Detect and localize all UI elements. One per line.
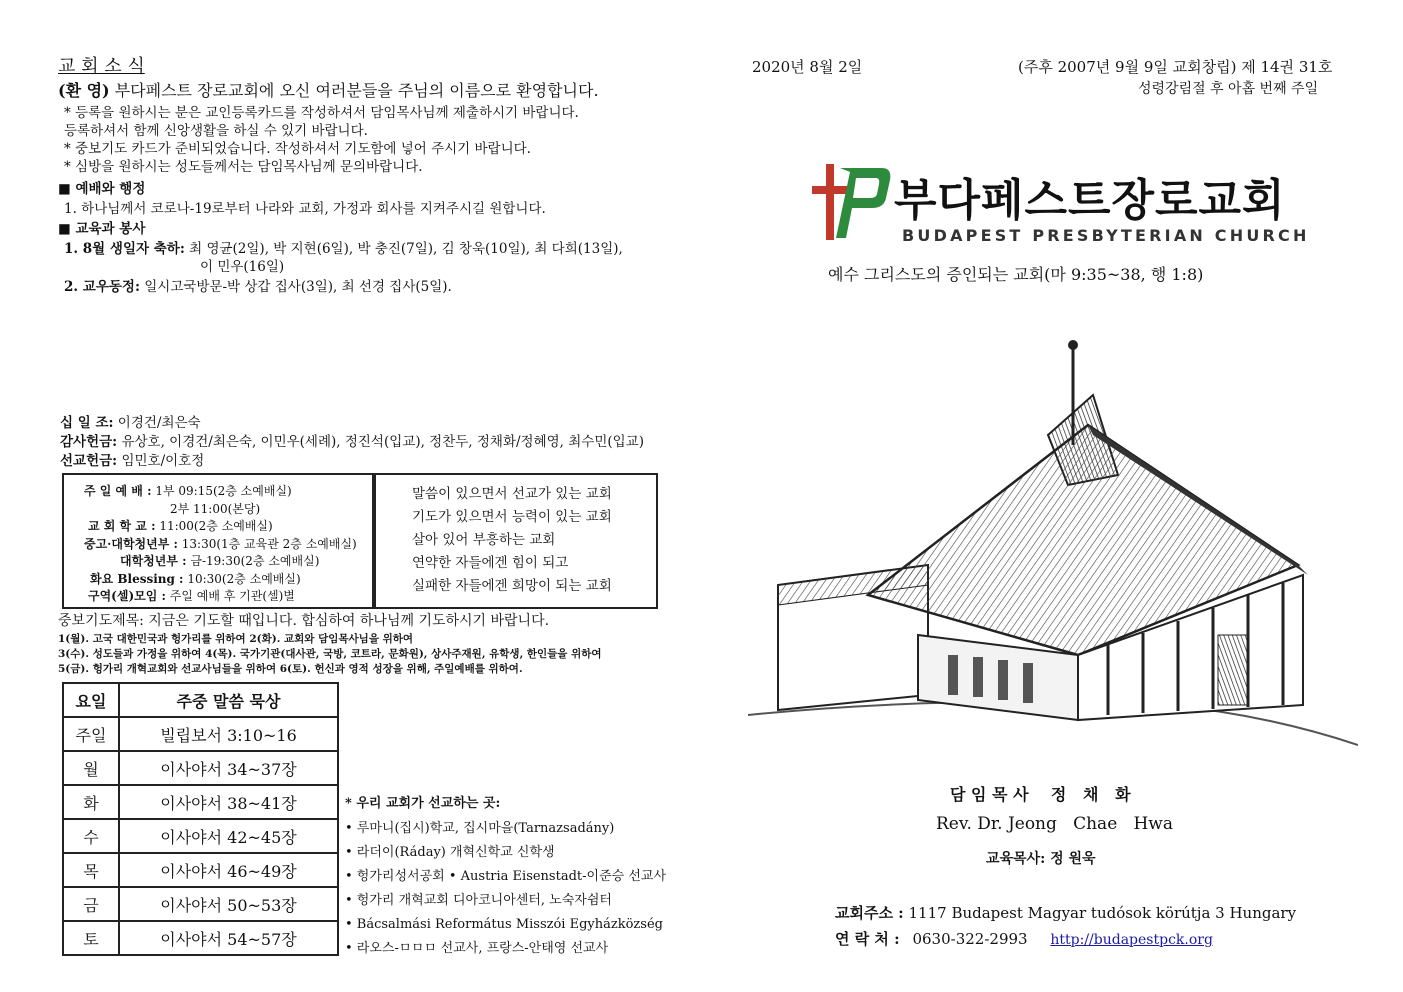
mission-item: • 라오스-ㅁㅁㅁ 선교사, 프랑스-안태영 선교사 — [345, 941, 609, 956]
table-row — [63, 785, 338, 819]
table-row — [63, 887, 338, 921]
table-row — [63, 921, 338, 955]
website-link[interactable]: http://budapestpck.org — [1050, 932, 1213, 948]
schedule-label: 대학청년부 : — [120, 554, 187, 568]
schedule-label: 구역(셀)모임 : — [88, 589, 166, 603]
schedule-text: 11:00(2층 소예배실) — [155, 519, 273, 533]
news-line — [64, 278, 452, 296]
schedule-row — [84, 536, 357, 554]
day-cell: 화 — [63, 785, 119, 819]
vision-line: 연약한 자들에겐 힘이 되고 — [412, 555, 569, 571]
contact-line — [835, 930, 1213, 949]
schedule-text: 금-19:30(2층 소예배실) — [186, 554, 320, 568]
contact-label: 연 락 처 : — [835, 930, 900, 948]
prayer-list — [58, 632, 602, 677]
schedule-label: 화요 Blessing : — [90, 571, 184, 586]
prayer-title: 중보기도제목: 지금은 기도할 때입니다. 합심하여 하나님께 기도하시기 바랍니다. — [58, 613, 550, 629]
table-row — [63, 717, 338, 751]
reading-cell: 이사야서 54~57장 — [119, 921, 338, 955]
mission-offering-line — [60, 452, 204, 470]
reading-cell: 이사야서 38~41장 — [119, 785, 338, 819]
list-item: * 등록을 원하시는 분은 교인등록카드를 작성하셔서 담임목사님께 제출하시기 바랍니다. — [64, 105, 579, 121]
table-row — [63, 819, 338, 853]
reading-cell: 빌립보서 3:10~16 — [119, 717, 338, 751]
mission-offering-text: 임민호/이호정 — [117, 453, 205, 469]
mission-item: • 라더이(Ráday) 개혁신학교 신학생 — [345, 845, 555, 860]
welcome-tag: (환 영) — [58, 81, 110, 100]
mission-item: • 헝가리 개혁교회 디아코니아센터, 노숙자쉼터 — [345, 893, 612, 908]
schedule-row — [84, 588, 357, 606]
list-item: * 심방을 원하시는 성도들께서는 담임목사님께 문의바랍니다. — [64, 159, 423, 175]
schedule-text: 주일 예배 후 기관(셀)별 — [165, 589, 295, 603]
vision-line: 기도가 있으면서 능력이 있는 교회 — [412, 509, 612, 525]
volume-info: (주후 2007년 9월 9일 교회창립) 제 14권 31호 — [1018, 58, 1333, 76]
list-item: 등록하셔서 함께 신앙생활을 하실 수 있기 바랍니다. — [64, 123, 368, 139]
worship-heading: ■ 예배와 행정 — [58, 181, 146, 197]
day-cell: 목 — [63, 853, 119, 887]
schedule-row — [84, 553, 357, 571]
schedule-list — [84, 483, 357, 606]
welcome-line — [58, 82, 599, 100]
schedule-text: 2부 11:00(본당) — [170, 501, 261, 516]
thanks-line — [60, 433, 644, 451]
meditation-table — [62, 682, 339, 956]
vision-line: 실패한 자들에겐 희망이 되는 교회 — [412, 578, 612, 594]
birthday-text: 최 영균(2일), 박 지현(6일), 박 충진(7일), 김 창욱(10일), 최 다희(13일), — [184, 241, 623, 257]
vision-box — [374, 473, 658, 609]
table-row — [63, 853, 338, 887]
mission-item: • 헝가리성서공회 • Austria Eisenstadt-이준승 선교사 — [345, 869, 666, 884]
table-row — [63, 751, 338, 785]
church-name-korean: 부다페스트장로교회 — [894, 175, 1286, 226]
prayer-line: 5(금). 헝가리 개혁교회와 선교사님들을 위하여 6(토). 헌신과 영적 성장을 위해, 주일예배를 위하여. — [58, 663, 523, 675]
schedule-row — [84, 571, 357, 589]
day-cell: 금 — [63, 887, 119, 921]
day-cell: 토 — [63, 921, 119, 955]
list-item: * 중보기도 카드가 준비되었습니다. 작성하셔서 기도함에 넣어 주시기 바랍니다. — [64, 141, 531, 157]
birthday-cont: 이 민우(16일) — [200, 259, 285, 275]
tithe-line — [60, 414, 201, 432]
bulletin-date: 2020년 8월 2일 — [752, 58, 863, 76]
edu-heading: ■ 교육과 봉사 — [58, 221, 146, 237]
birthday-line — [64, 240, 623, 258]
church-logo-icon — [812, 162, 892, 242]
schedule-row — [84, 483, 357, 501]
schedule-label: 주 일 예 배 : — [84, 484, 152, 498]
prayer-line: 1(월). 고국 대한민국과 헝가리를 위하여 2(화). 교회와 담임목사님을 위하여 — [58, 633, 414, 645]
thanks-text: 유상호, 이경건/최은숙, 이민우(세례), 정진석(입교), 정찬두, 정채화/정혜영, 최수민(입교) — [117, 434, 644, 450]
table-header: 주중 말씀 묵상 — [119, 683, 338, 717]
schedule-text: 13:30(1층 교육관 2층 소예배실) — [177, 536, 357, 551]
address-label: 교회주소 : — [835, 904, 904, 922]
day-cell: 수 — [63, 819, 119, 853]
news-text: 일시고국방문-박 상갑 집사(3일), 최 선경 집사(5일). — [139, 279, 452, 295]
church-building-illustration — [748, 335, 1358, 755]
day-cell: 월 — [63, 751, 119, 785]
schedule-box — [62, 473, 374, 609]
mission-item: • 루마니(집시)학교, 집시마을(Tarnazsadány) — [345, 821, 615, 836]
worship-item: 1. 하나님께서 코로나-19로부터 나라와 교회, 가정과 회사를 지켜주시길 원합니다. — [64, 201, 546, 217]
mission-offering-label: 선교헌금: — [60, 453, 118, 469]
reading-cell: 이사야서 46~49장 — [119, 853, 338, 887]
address-text: 1117 Budapest Magyar tudósok körútja 3 Hungary — [908, 904, 1297, 922]
schedule-row — [84, 518, 357, 536]
reading-cell: 이사야서 50~53장 — [119, 887, 338, 921]
address-line — [835, 904, 1296, 922]
phone-number: 0630-322-2993 — [912, 930, 1028, 948]
vision-line: 말씀이 있으면서 선교가 있는 교회 — [412, 486, 612, 502]
thanks-label: 감사헌금: — [60, 434, 118, 450]
reading-cell: 이사야서 42~45장 — [119, 819, 338, 853]
church-name-english: BUDAPEST PRESBYTERIAN CHURCH — [902, 226, 1310, 245]
liturgical-week: 성령강림절 후 아홉 번째 주일 — [1138, 81, 1319, 97]
welcome-text: 부다페스트 장로교회에 오신 여러분들을 주님의 이름으로 환영합니다. — [114, 81, 599, 100]
missions-list — [345, 817, 666, 961]
church-motto: 예수 그리스도의 증인되는 교회(마 9:35~38, 행 1:8) — [828, 265, 1204, 284]
welcome-list — [64, 104, 579, 176]
prayer-line: 3(수). 성도들과 가정을 위하여 4(목). 국가기관(대사관, 국방, 코트라, 문화원), 상사주재원, 유학생, 한인들을 위하여 — [58, 648, 602, 660]
birthday-label: 1. 8월 생일자 축하: — [64, 241, 185, 257]
schedule-text: 10:30(2층 소예배실) — [183, 571, 301, 586]
day-cell: 주일 — [63, 717, 119, 751]
schedule-label: 중고·대학청년부 : — [84, 536, 178, 551]
tithe-text: 이경건/최은숙 — [113, 415, 201, 431]
schedule-text: 1부 09:15(2층 소예배실) — [151, 484, 292, 498]
senior-pastor-english: Rev. Dr. Jeong Chae Hwa — [936, 814, 1173, 834]
missions-title: * 우리 교회가 선교하는 곳: — [345, 796, 501, 811]
vision-list — [412, 483, 612, 598]
senior-pastor-korean: 담 임 목 사 정 채 화 — [950, 785, 1131, 804]
table-header: 요일 — [63, 683, 119, 717]
news-title: 교 회 소 식 — [58, 56, 145, 77]
reading-cell: 이사야서 34~37장 — [119, 751, 338, 785]
tithe-label: 십 일 조: — [60, 415, 114, 431]
schedule-row — [84, 501, 357, 519]
table-header-row — [63, 683, 338, 717]
vision-line: 살아 있어 부흥하는 교회 — [412, 532, 556, 548]
mission-item: • Bácsalmási Református Misszói Egyházközség — [345, 917, 663, 932]
education-pastor: 교육목사: 정 원욱 — [986, 851, 1096, 867]
news-label: 2. 교우동정: — [64, 279, 140, 295]
schedule-label: 교 회 학 교 : — [88, 519, 156, 533]
